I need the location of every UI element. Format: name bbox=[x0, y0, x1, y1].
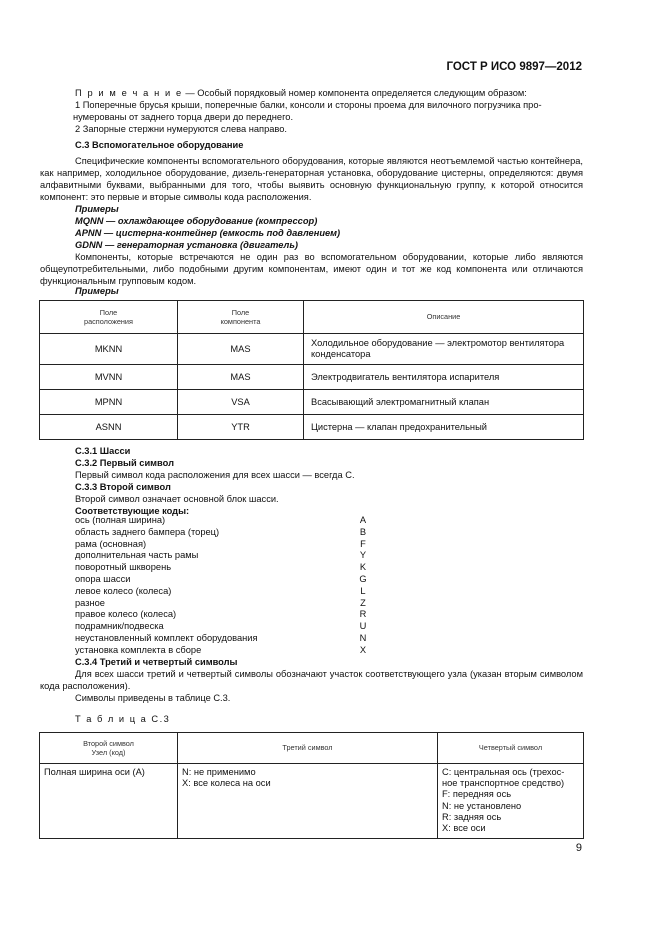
note-item-1-cont: нумерованы от заднего торца двери до переднего. bbox=[73, 112, 294, 123]
fourth-symbol-line: ное транспортное средство) bbox=[442, 778, 565, 789]
code-name: дополнительная часть рамы bbox=[75, 550, 199, 561]
component-cell: YTR bbox=[178, 415, 304, 440]
list-item bbox=[75, 527, 375, 539]
list-item bbox=[75, 574, 375, 586]
third-symbol-cell bbox=[178, 764, 438, 839]
code-value: Y bbox=[359, 550, 367, 561]
header-component-field: Поле компонента bbox=[178, 301, 304, 334]
example-2: APNN — цистерна-контейнер (емкость под давлением) bbox=[75, 228, 341, 239]
component-cell: MAS bbox=[178, 334, 304, 365]
code-value: N bbox=[359, 632, 367, 643]
example-1: MQNN — охлаждающее оборудование (компрессор) bbox=[75, 216, 318, 227]
location-cell: MPNN bbox=[40, 390, 178, 415]
code-value: A bbox=[359, 515, 367, 525]
code-name: рама (основная) bbox=[75, 538, 147, 549]
code-value: R bbox=[359, 609, 367, 620]
section-c31-title: С.3.1 Шасси bbox=[75, 446, 131, 456]
example-3: GDNN — генераторная установка (двигатель) bbox=[75, 240, 298, 251]
code-name: разное bbox=[75, 597, 105, 608]
list-item bbox=[75, 562, 375, 574]
code-name: область заднего бампера (торец) bbox=[75, 526, 220, 537]
header-location-field: Поле расположения bbox=[40, 301, 178, 334]
list-item bbox=[75, 621, 375, 633]
code-value: U bbox=[359, 621, 367, 632]
code-value: Z bbox=[360, 597, 366, 608]
section-c31 bbox=[75, 445, 583, 518]
page-number: 9 bbox=[575, 842, 582, 854]
note-label: П р и м е ч а н и е bbox=[75, 88, 183, 98]
code-name: правое колесо (колеса) bbox=[75, 609, 177, 620]
section-c33-title: С.3.3 Второй символ bbox=[75, 482, 171, 493]
fourth-symbol-line: N: не установлено bbox=[442, 800, 522, 811]
description-cell: Цистерна — клапан предохранительный bbox=[304, 415, 584, 440]
header-third-symbol: Третий символ bbox=[178, 733, 438, 764]
section-c32-title: С.3.2 Первый символ bbox=[75, 458, 174, 469]
table-row bbox=[40, 365, 584, 390]
fourth-symbol-line: C: центральная ось (трехос- bbox=[442, 767, 565, 777]
code-name: опора шасси bbox=[75, 573, 131, 584]
components-table bbox=[39, 300, 584, 440]
fourth-symbol-line: F: передняя ось bbox=[442, 789, 512, 800]
code-value: B bbox=[359, 526, 367, 537]
table-caption: Т а б л и ц а С.3 bbox=[75, 714, 171, 724]
code-name: поворотный шкворень bbox=[75, 562, 172, 573]
code-value: X bbox=[359, 644, 367, 655]
code-name: ось (полная ширина) bbox=[75, 515, 166, 525]
list-item bbox=[75, 550, 375, 562]
examples-label: Примеры bbox=[75, 204, 119, 214]
codes-title: Соответствующие коды: bbox=[75, 506, 190, 517]
list-item bbox=[75, 645, 375, 657]
table-header-row bbox=[40, 733, 584, 764]
description-cell: Всасывающий электромагнитный клапан bbox=[304, 390, 584, 415]
fourth-symbol-line: X: все оси bbox=[442, 823, 486, 834]
description-cell: Холодильное оборудование — электромотор вентилятора конденсатора bbox=[304, 334, 584, 365]
examples-block bbox=[75, 203, 583, 251]
section-c34-para2: Символы приведены в таблице С.3. bbox=[75, 693, 231, 703]
component-cell: VSA bbox=[178, 390, 304, 415]
code-value: G bbox=[359, 573, 367, 584]
table-row bbox=[40, 764, 584, 839]
section-c3-para2: Компоненты, которые встречаются не один раз во вспомогательном оборудовании, которые либо являются общеупотребительными, либо подобными другим компонентам, имеют один и тот же код компонента или отличаются функциональным групповым кодом. bbox=[40, 252, 583, 287]
document-id: ГОСТ Р ИСО 9897—2012 bbox=[446, 61, 582, 73]
list-item bbox=[75, 586, 375, 598]
third-symbol-line: X: все колеса на оси bbox=[182, 778, 271, 789]
chassis-symbols-table bbox=[39, 732, 584, 839]
note-text: — Особый порядковый номер компонента определяется следующим образом: bbox=[182, 88, 527, 98]
section-c33-text: Второй символ означает основной блок шасси. bbox=[75, 494, 279, 505]
note-item-2: 2 Запорные стержни нумеруются слева направо. bbox=[75, 124, 287, 135]
section-c3 bbox=[75, 139, 583, 151]
description-cell: Электродвигатель вентилятора испарителя bbox=[304, 365, 584, 390]
list-item bbox=[75, 633, 375, 645]
section-c34 bbox=[75, 656, 583, 668]
code-name: левое колесо (колеса) bbox=[75, 585, 172, 596]
location-cell: MVNN bbox=[40, 365, 178, 390]
code-value: K bbox=[359, 562, 367, 573]
list-item bbox=[75, 609, 375, 621]
section-c3-para1: Специфические компоненты вспомогательного оборудования, которые являются неотъемлемой частью контейнера, как например, холодильное оборудование, дизель-генераторная установка, оборудование цистерны, определяются: двумя алфавитными буквами, выбранными для того, чтобы выявить основную функциональную группу, к которой относится компонент: это первые и вторые символы кода расположения. bbox=[40, 156, 583, 203]
code-value: L bbox=[360, 585, 366, 596]
code-value: F bbox=[360, 538, 366, 549]
section-c34-para1: Для всех шасси третий и четвертый символы обозначают участок соответствующего узла (указан вторым символом кода расположения). bbox=[40, 669, 583, 692]
section-c34-title: С.3.4 Третий и четвертый символы bbox=[75, 657, 238, 667]
examples-label-2-wrap bbox=[75, 285, 583, 297]
header-second-symbol: Второй символ Узел (код) bbox=[40, 733, 178, 764]
location-cell: MKNN bbox=[40, 334, 178, 365]
header-description: Описание bbox=[304, 301, 584, 334]
component-cell: MAS bbox=[178, 365, 304, 390]
fourth-symbol-cell bbox=[438, 764, 584, 839]
code-name: неустановленный комплект оборудования bbox=[75, 632, 258, 643]
table-row bbox=[40, 415, 584, 440]
fourth-symbol-line: R: задняя ось bbox=[442, 811, 502, 822]
note-block bbox=[75, 87, 583, 135]
third-symbol-line: N: не применимо bbox=[182, 767, 256, 777]
list-item bbox=[75, 598, 375, 610]
examples-label-2: Примеры bbox=[75, 286, 119, 296]
code-name: подрамник/подвеска bbox=[75, 621, 164, 632]
section-c32-text: Первый символ кода расположения для всех шасси — всегда С. bbox=[75, 470, 355, 481]
codes-list bbox=[75, 515, 375, 657]
node-cell: Полная ширина оси (A) bbox=[40, 764, 178, 839]
location-cell: ASNN bbox=[40, 415, 178, 440]
header-fourth-symbol: Четвертый символ bbox=[438, 733, 584, 764]
table-row bbox=[40, 334, 584, 365]
code-name: установка комплекта в сборе bbox=[75, 644, 202, 655]
table-row bbox=[40, 390, 584, 415]
note-item-1: 1 Поперечные брусья крыши, поперечные балки, консоли и стороны проема для вилочного погрузчика про- bbox=[75, 100, 542, 111]
list-item bbox=[75, 515, 375, 527]
table-header-row bbox=[40, 301, 584, 334]
list-item bbox=[75, 539, 375, 551]
section-c3-title: С.3 Вспомогательное оборудование bbox=[75, 140, 244, 150]
